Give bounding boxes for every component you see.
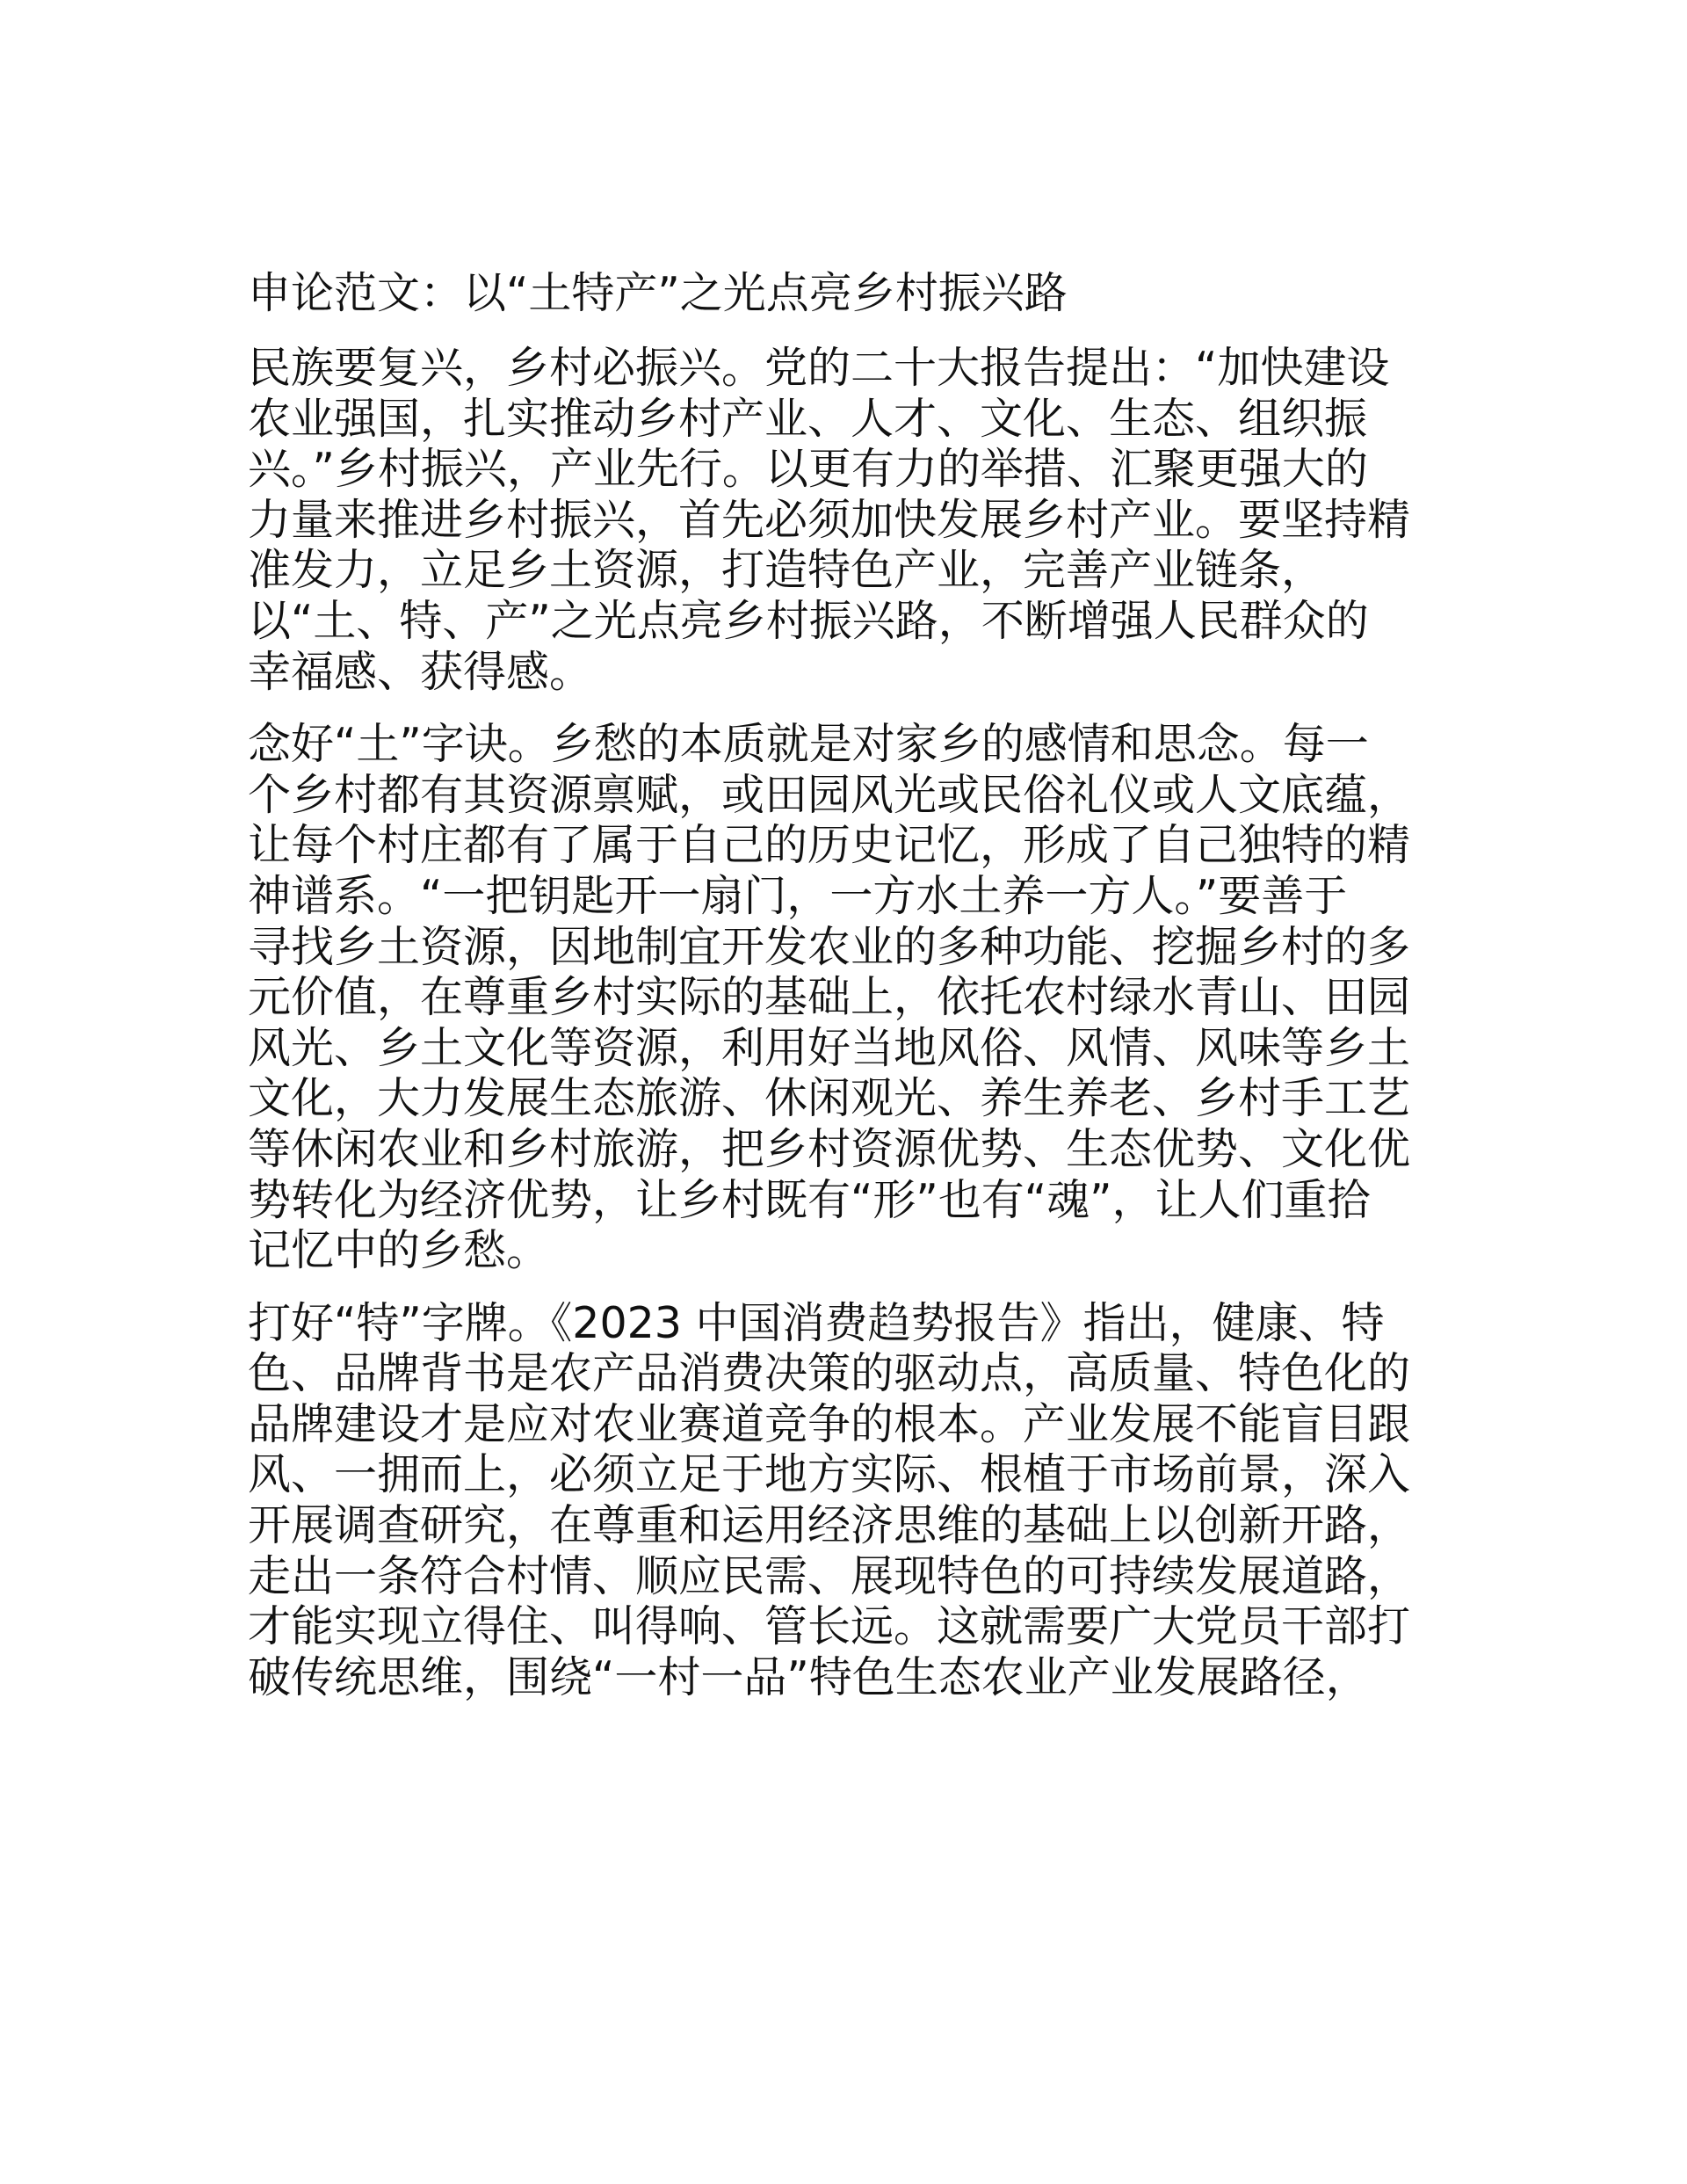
- paragraph-tu: [248, 719, 1443, 1276]
- text-line: 才能实现立得住、叫得响、管长远。这就需要广大党员干部打: [248, 1601, 1411, 1652]
- text-line: 开展调查研究，在尊重和运用经济思维的基础上以创新开路，: [248, 1500, 1411, 1551]
- text-line: 破传统思维，围绕“一村一品”特色生态农业产业发展路径，: [248, 1651, 1369, 1702]
- text-line: 打好“特”字牌。《2023 中国消费趋势报告》指出，健康、特: [248, 1297, 1385, 1348]
- text-line: 兴。”乡村振兴，产业先行。以更有力的举措、汇聚更强大的: [248, 444, 1368, 495]
- text-line: 准发力，立足乡土资源，打造特色产业，完善产业链条，: [248, 545, 1325, 596]
- text-line: 民族要复兴，乡村必振兴。党的二十大报告提出：“加快建设: [248, 343, 1390, 393]
- text-line: 幸福感、获得感。: [248, 646, 593, 697]
- text-line: 寻找乡土资源，因地制宜开发农业的多种功能、挖掘乡村的多: [248, 921, 1411, 972]
- text-line: 文化，大力发展生态旅游、休闲观光、养生养老、乡村手工艺: [248, 1073, 1411, 1124]
- text-line: 色、品牌背书是农产品消费决策的驱动点，高质量、特色化的: [248, 1348, 1411, 1399]
- article-body: [248, 262, 1443, 1724]
- text-line: 风光、乡土文化等资源，利用好当地风俗、风情、风味等乡土: [248, 1022, 1411, 1073]
- text-line: 风、一拥而上，必须立足于地方实际、根植于市场前景，深入: [248, 1449, 1411, 1500]
- text-line: 农业强国，扎实推动乡村产业、人才、文化、生态、组织振: [248, 393, 1368, 444]
- text-line: 神谱系。“一把钥匙开一扇门，一方水土养一方人。”要善于: [248, 870, 1348, 921]
- text-line: 记忆中的乡愁。: [248, 1225, 550, 1276]
- paragraph-te: [248, 1298, 1443, 1703]
- text-line: 力量来推进乡村振兴，首先必须加快发展乡村产业。要坚持精: [248, 494, 1411, 545]
- text-line: 等休闲农业和乡村旅游，把乡村资源优势、生态优势、文化优: [248, 1123, 1411, 1174]
- text-line: 元价值，在尊重乡村实际的基础上，依托农村绿水青山、田园: [248, 972, 1411, 1023]
- text-line: 念好“土”字诀。乡愁的本质就是对家乡的感情和思念。每一: [248, 719, 1369, 770]
- text-line: 势转化为经济优势，让乡村既有“形”也有“魂”，让人们重拾: [248, 1174, 1371, 1225]
- text-line: 个乡村都有其资源禀赋，或田园风光或民俗礼仪或人文底蕴，: [248, 769, 1411, 820]
- paragraph-intro: [248, 343, 1443, 697]
- article-title: 申论范文：以“土特产”之光点亮乡村振兴路: [248, 268, 1068, 318]
- text-line: 走出一条符合村情、顺应民需、展现特色的可持续发展道路，: [248, 1550, 1411, 1601]
- text-line: 让每个村庄都有了属于自己的历史记忆，形成了自己独特的精: [248, 820, 1411, 871]
- text-line: 品牌建设才是应对农业赛道竞争的根本。产业发展不能盲目跟: [248, 1398, 1411, 1449]
- text-line: 以“土、特、产”之光点亮乡村振兴路，不断增强人民群众的: [248, 595, 1369, 646]
